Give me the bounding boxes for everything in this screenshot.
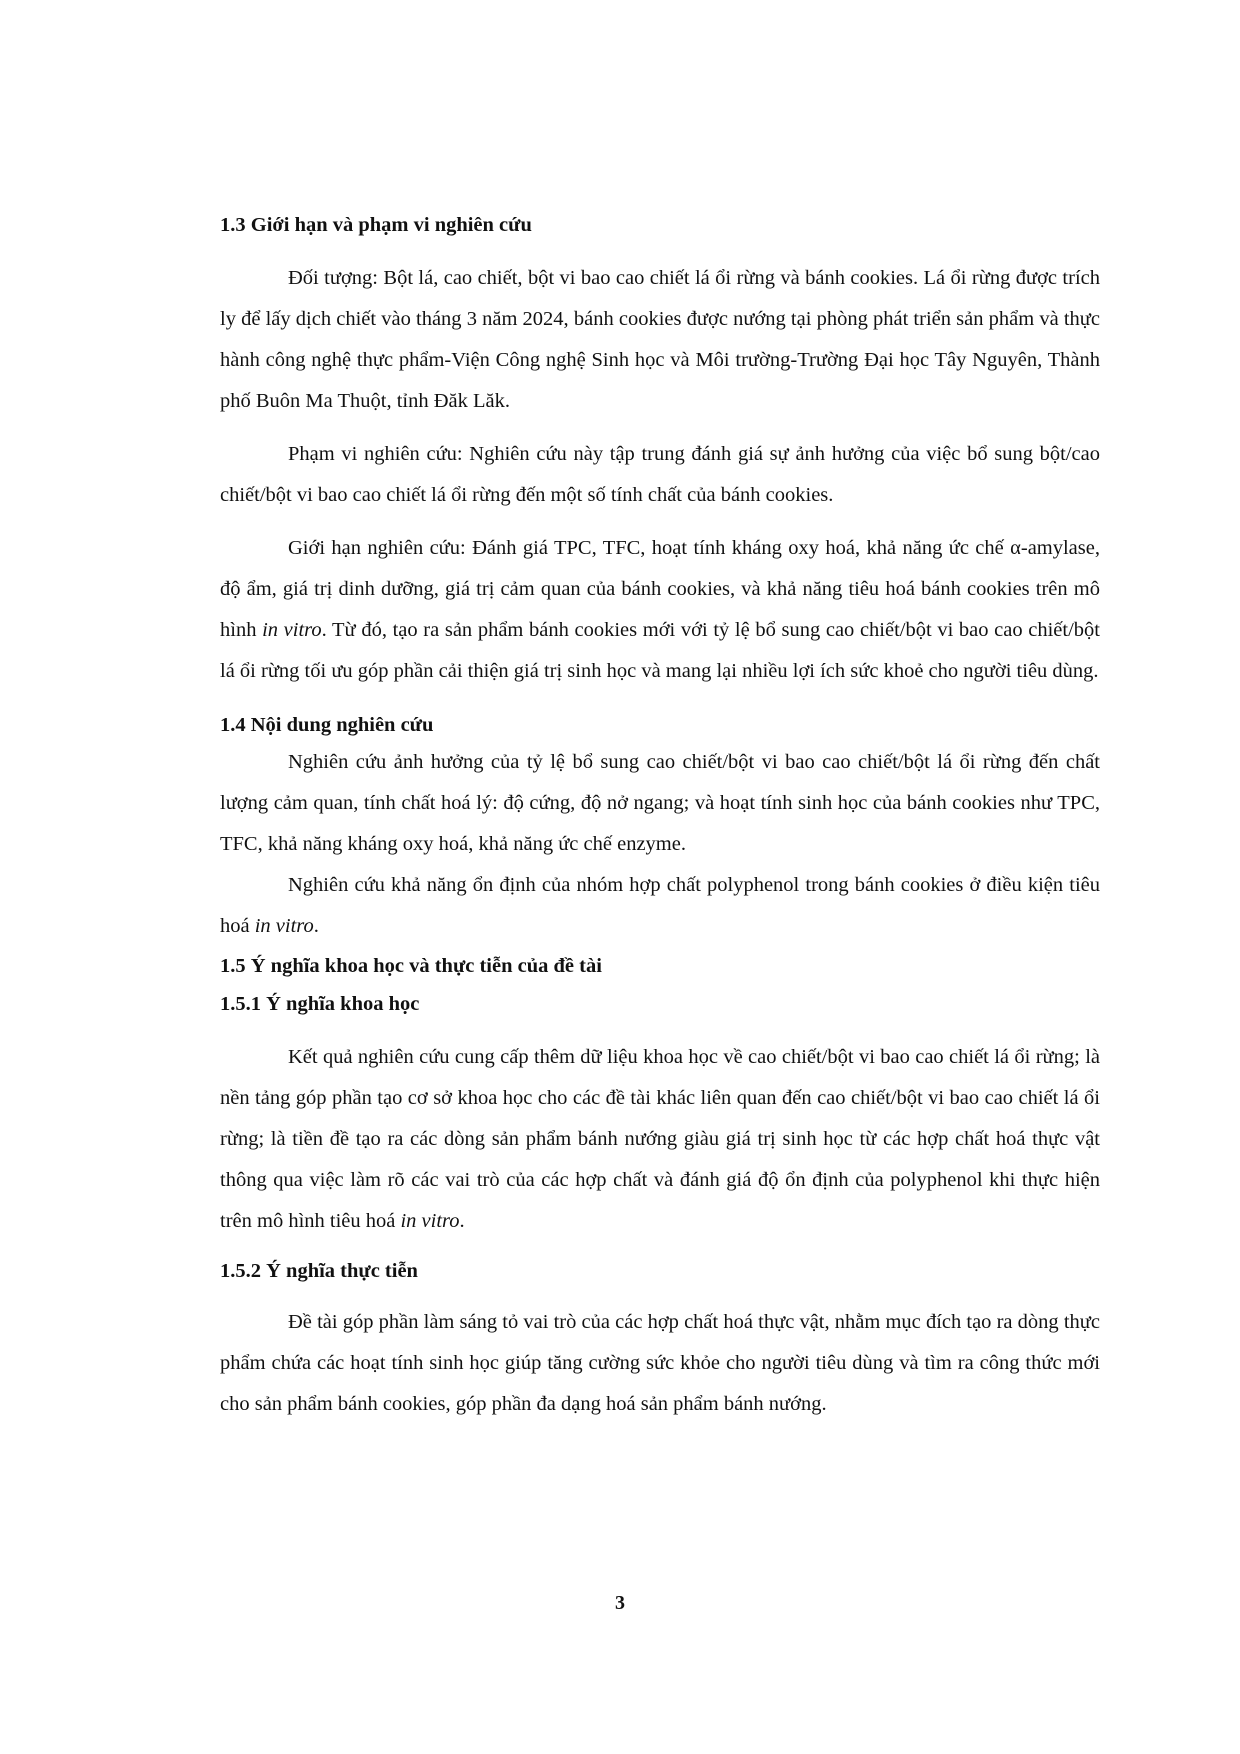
- paragraph-y-nghia-khoa-hoc: Kết quả nghiên cứu cung cấp thêm dữ liệu khoa học về cao chiết/bột vi bao cao chiết lá ổi rừng; là nền tảng góp phần tạo cơ sở khoa học cho các đề tài khác liên quan đến cao chiết/bột vi bao cao chiết lá ổi rừng; là tiền đề tạo ra các dòng sản phẩm bánh nướng giàu giá trị sinh học từ các hợp chất hoá thực vật thông qua việc làm rõ các vai trò của các hợp chất và đánh giá độ ổn định của polyphenol khi thực hiện trên mô hình tiêu hoá in vitro.: [220, 1046, 1100, 1232]
- subsection-heading-1-5-1: 1.5.1 Ý nghĩa khoa học: [220, 993, 420, 1015]
- paragraph-pham-vi: Phạm vi nghiên cứu: Nghiên cứu này tập trung đánh giá sự ảnh hưởng của việc bổ sung bột/cao chiết/bột vi bao cao chiết lá ổi rừng đến một số tính chất của bánh cookies.: [220, 443, 1100, 506]
- paragraph-gioi-han: Giới hạn nghiên cứu: Đánh giá TPC, TFC, hoạt tính kháng oxy hoá, khả năng ức chế α-amylase, độ ẩm, giá trị dinh dưỡng, giá trị cảm quan của bánh cookies, và khả năng tiêu hoá bánh cookies trên mô hình in vitro. Từ đó, tạo ra sản phẩm bánh cookies mới với tỷ lệ bổ sung cao chiết/bột vi bao cao chiết/bột lá ổi rừng tối ưu góp phần cải thiện giá trị sinh học và mang lại nhiều lợi ích sức khoẻ cho người tiêu dùng.: [220, 537, 1100, 682]
- paragraph-doi-tuong: Đối tượng: Bột lá, cao chiết, bột vi bao cao chiết lá ổi rừng và bánh cookies. Lá ổi rừng được trích ly để lấy dịch chiết vào tháng 3 năm 2024, bánh cookies được nướng tại phòng phát triển sản phẩm và thực hành công nghệ thực phẩm-Viện Công nghệ Sinh học và Môi trường-Trường Đại học Tây Nguyên, Thành phố Buôn Ma Thuột, tỉnh Đăk Lăk.: [220, 267, 1100, 412]
- subsection-heading-1-5-2: 1.5.2 Ý nghĩa thực tiễn: [220, 1260, 418, 1282]
- page-number: 3: [615, 1592, 625, 1614]
- paragraph-noi-dung-1: Nghiên cứu ảnh hưởng của tỷ lệ bổ sung cao chiết/bột vi bao cao chiết/bột lá ổi rừng đến chất lượng cảm quan, tính chất hoá lý: độ cứng, độ nở ngang; và hoạt tính sinh học của bánh cookies như TPC, TFC, khả năng kháng oxy hoá, khả năng ức chế enzyme.: [220, 751, 1100, 855]
- paragraph-y-nghia-thuc-tien: Đề tài góp phần làm sáng tỏ vai trò của các hợp chất hoá thực vật, nhằm mục đích tạo ra dòng thực phẩm chứa các hoạt tính sinh học giúp tăng cường sức khỏe cho người tiêu dùng và tìm ra công thức mới cho sản phẩm bánh cookies, góp phần đa dạng hoá sản phẩm bánh nướng.: [220, 1311, 1100, 1415]
- section-heading-1-4: 1.4 Nội dung nghiên cứu: [220, 714, 434, 736]
- section-heading-1-5: 1.5 Ý nghĩa khoa học và thực tiễn của đề tài: [220, 955, 602, 977]
- section-heading-1-3: 1.3 Giới hạn và phạm vi nghiên cứu: [220, 214, 532, 236]
- page-content: [220, 212, 1100, 1425]
- paragraph-noi-dung-2: Nghiên cứu khả năng ổn định của nhóm hợp chất polyphenol trong bánh cookies ở điều kiện tiêu hoá in vitro.: [220, 874, 1100, 937]
